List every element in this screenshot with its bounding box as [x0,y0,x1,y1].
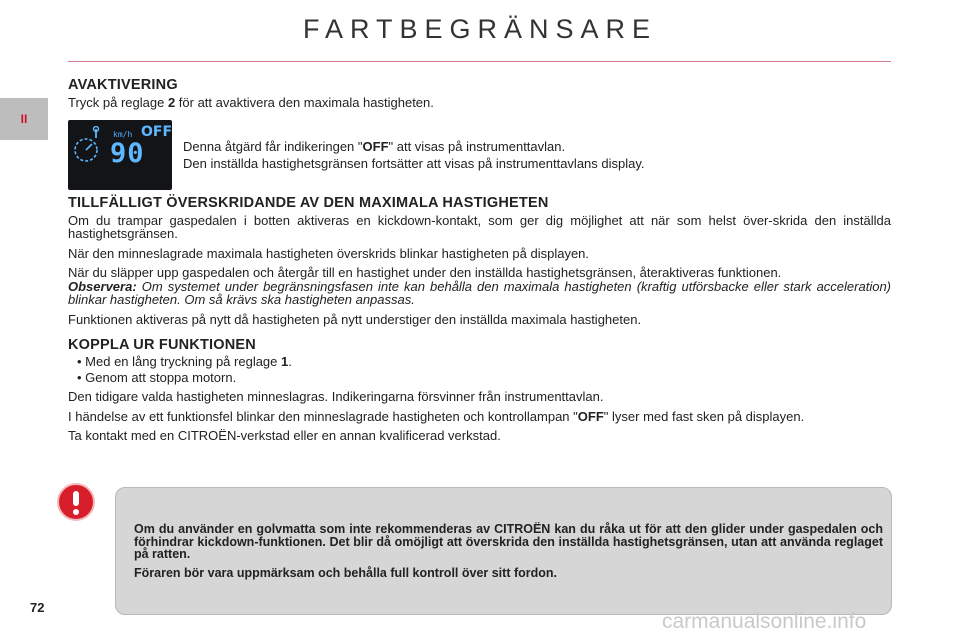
warning-box [115,487,892,615]
page-number: 72 [30,600,45,615]
override-note: Observera: Om systemet under begränsningsfasen inte kan behålla den maximala hastigheten (kraftig utförsbacke eller stark acceleration) blinkar hastigheten. Om så krävs ska hastigheten anpassas. [68,278,891,307]
indication-line-2: Den inställda hastighetsgränsen fortsätter att visas på instrumenttavlans display. [183,156,645,171]
chapter-tab: II [0,98,48,140]
title-divider [68,61,891,62]
off-indicator: OFF [141,123,173,140]
speed-limiter-icon [72,126,108,166]
page-title: FARTBEGRÄNSARE [302,14,658,44]
warning-paragraph-1: Om du använder en golvmatta som inte rekommenderas av CITROËN kan du råka ut för att den glider under gaspedalen och förhindrar kickdown-funktionen. Det blir då omöjligt att överskrida den inställda hastighetsgränsen, utan att använda reglaget på ratten. [134,522,883,561]
override-paragraph-2: När den minneslagrade maximala hastigheten överskrids blinkar hastigheten på displayen. [68,245,590,261]
disable-bullets [77,355,891,384]
heading-override: TILLFÄLLIGT ÖVERSKRIDANDE AV DEN MAXIMALA HASTIGHETEN [68,194,549,211]
disable-paragraph-3: Ta kontakt med en CITROËN-verkstad eller en annan kvalificerad verkstad. [68,428,501,443]
bullet-item: • Genom att stoppa motorn. [77,369,237,385]
override-paragraph-3: När du släpper upp gaspedalen och återgår till en hastighet under den inställda hastighetsgränsen, återaktiveras funktionen. [68,265,782,280]
display-description [183,140,645,175]
watermark: carmanualsonline.info [662,610,867,633]
instrument-display [68,120,172,190]
exclamation-warning-icon [57,483,95,521]
disable-paragraph-1: Den tidigare valda hastigheten minneslagras. Indikeringarna försvinner från instrumenttavlan. [68,389,604,404]
override-paragraph-4: Funktionen aktiveras på nytt då hastigheten på nytt understiger den inställda maximala hastigheten. [68,311,642,327]
main-content [68,77,891,443]
bullet-item: • Med en lång tryckning på reglage 1. [77,354,292,369]
disable-paragraph-2: I händelse av ett funktionsfel blinkar den minneslagrade hastigheten och kontrollampan "OFF" lyser med fast sken på displayen. [68,408,805,424]
warning-paragraph-2: Föraren bör vara uppmärksam och behålla full kontroll över sitt fordon. [134,565,557,580]
note-label: Observera: [68,278,137,294]
control-number: 2 [167,95,176,110]
speed-value: 90 [110,137,145,169]
warning-content [134,523,883,579]
display-illustration-row [68,120,891,193]
deactivate-text: Tryck på reglage 2 för att avaktivera den maximala hastigheten. [68,95,434,110]
indication-line-1: Denna åtgärd får indikeringen "OFF" att visas på instrumenttavlan. [183,138,566,154]
heading-disable: KOPPLA UR FUNKTIONEN [68,337,256,353]
override-paragraph-1: Om du trampar gaspedalen i botten aktiveras en kickdown-kontakt, som ger dig möjlighet att när som helst över-skrida den inställda hastighetsgränsen. [68,212,891,241]
heading-deactivate: AVAKTIVERING [68,77,178,93]
speed-unit: km/h [113,129,133,139]
